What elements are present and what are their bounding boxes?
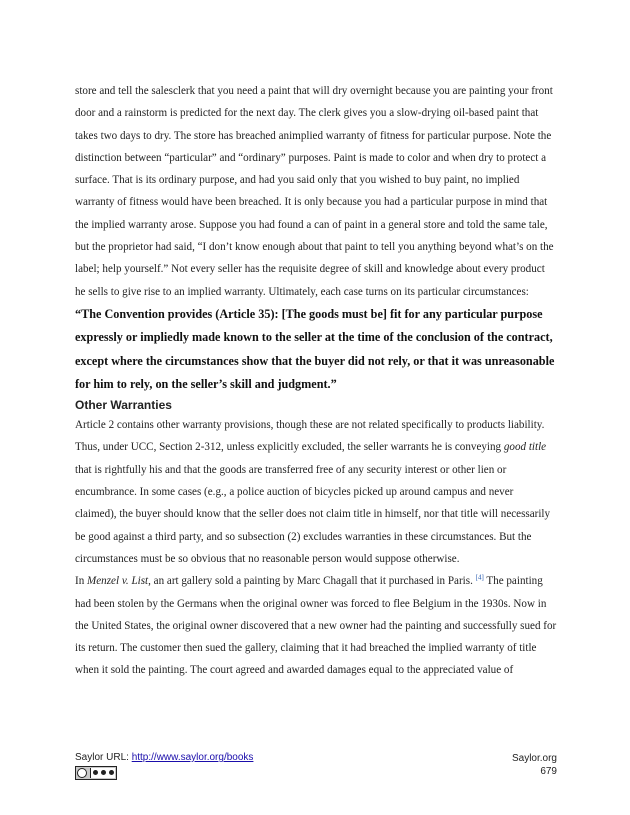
convention-quote: “The Convention provides (Article 35): [The goods must be] fit for any particular purpose expressly or impliedly made known to the seller at the time of the conclusion of the contract, except where the circumstances show that the buyer did not rely, or that it was unreasonable for him to rely, on the seller’s skill and judgment.” <box>75 306 555 391</box>
paragraph-implied-warranty <box>75 80 557 396</box>
sa-icon <box>109 770 114 775</box>
footer-url-label: Saylor URL: <box>75 752 132 763</box>
cc-license-icon[interactable] <box>75 766 117 780</box>
paragraph-menzel-case <box>75 570 557 681</box>
footer-site: Saylor.org <box>511 753 557 764</box>
case-name: Menzel v. List <box>87 575 149 588</box>
paragraph-text: The painting had been stolen by the Germans when the original owner was forced to flee Belgium in the 1930s. Now in the United States, the original owner discovered that a new owner had the painting and successfully sued for its return. The customer then sued the gallery, claiming that it had breached the implied warranty of title when it sold the painting. The court agreed and awarded damages equal to the appreciated value of <box>75 575 557 677</box>
footer-url-link[interactable]: http://www.saylor.org/books <box>131 752 254 763</box>
emphasis-good-title: good title <box>503 441 547 454</box>
paragraph-text: Article 2 contains other warranty provisions, though these are not related specifically to products liability. Thus, under UCC, Section 2-312, unless explicitly excluded, the seller warrants he is conveying <box>75 419 545 454</box>
paragraph-text: In <box>75 575 88 588</box>
nc-icon <box>101 770 106 775</box>
paragraph-text: , an art gallery sold a painting by Marc Chagall that it purchased in Paris. <box>148 575 476 588</box>
license-terms-icon <box>90 768 115 778</box>
footer-page-info <box>480 752 557 778</box>
by-icon <box>93 770 98 775</box>
paragraph-text: that is rightfully his and that the goods are transferred free of any security interest or other lien or encumbrance. In some cases (e.g., a police auction of bicycles picked up around campus and never claimed), the buyer should know that the seller does not claim title in himself, nor that title will necessarily be good against a third party, and so subsection (2) excludes warranties in these circumstances. But the circumstances must be so obvious that no reasonable person would suppose otherwise. <box>75 463 551 565</box>
page-number: 679 <box>540 766 557 777</box>
body-text <box>75 80 557 682</box>
cc-logo-icon <box>77 768 87 778</box>
paragraph-other-warranties <box>75 414 557 570</box>
paragraph-text: store and tell the salesclerk that you need a paint that will dry overnight because you are painting your front door and a rainstorm is predicted for the next day. The clerk gives you a slow-drying oil-based paint that takes two days to dry. The store has breached animplied warranty of fitness for particular purpose. Note the distinction between “particular” and “ordinary” purposes. Paint is made to color and when dry to protect a surface. That is its ordinary purpose, and had you said only that you wished to buy paint, no implied warranty of fitness would have been breached. It is only because you had a particular purpose in mind that the implied warranty arose. Suppose you had found a can of paint in a general store and told the same tale, but the proprietor had said, “I don’t know enough about that paint to tell you anything beyond what’s on the label; help yourself.” Not every seller has the requisite degree of skill and knowledge about every product he sells to give rise to an implied warranty. Ultimately, each case turns on its particular circumstances: <box>75 85 554 298</box>
footnote-link[interactable]: [4] <box>475 573 484 582</box>
footer-source <box>75 752 253 763</box>
section-heading: Other Warranties <box>75 398 172 413</box>
